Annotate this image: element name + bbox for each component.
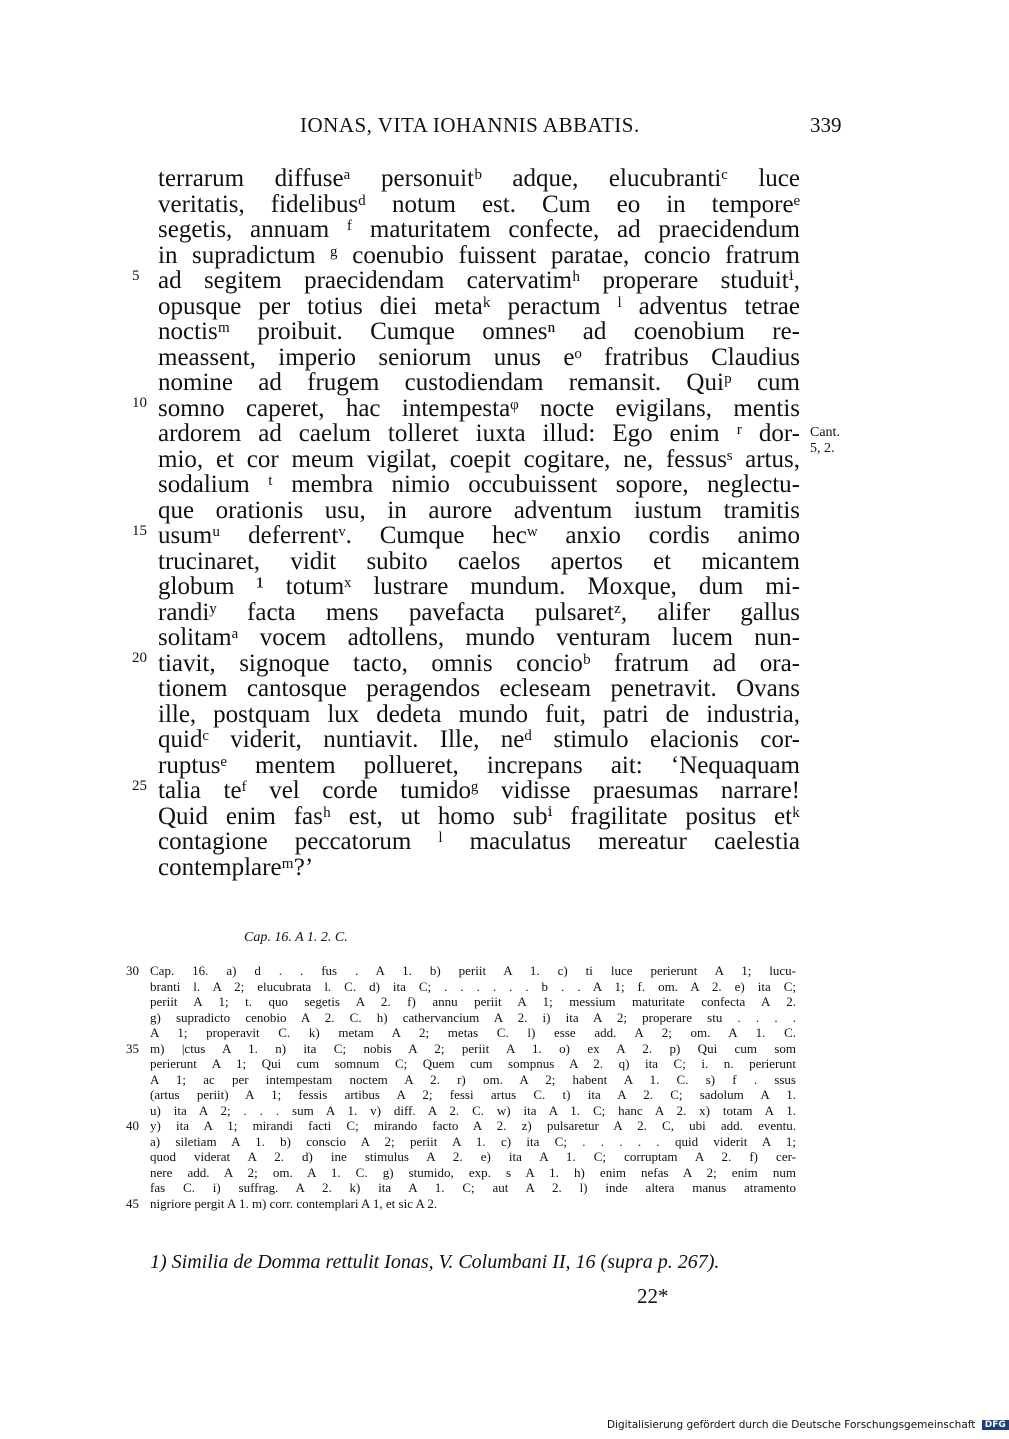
text-line: veritatis, fidelibusᵈ notum est. Cum eo in temporeᵉ: [158, 190, 800, 218]
text-line: Quid enim fasʰ est, ut homo subⁱ fragilitate positus etᵏ: [158, 802, 800, 830]
text-line: opusque per totius diei metaᵏ peractum ˡ adventus tetrae: [158, 292, 800, 320]
line-number: 10: [132, 395, 147, 411]
text-line: contagione peccatorum ˡ maculatus mereatur caelestia: [158, 828, 800, 855]
dfg-logo-icon: DFG: [982, 1420, 1009, 1430]
text-line: sodalium ᵗ membra nimio occubuissent sopore, neglectu-: [158, 471, 800, 498]
text-line: somno caperet, hac intempestaᵠ nocte evigilans, mentis: [158, 394, 800, 422]
critical-apparatus: [126, 963, 796, 1211]
apparatus-line: m) |ctus A 1. n) ita C; nobis A 2; periit A 1. o) ex A 2. p) Qui cum som: [150, 1040, 796, 1056]
apparatus-line: a) siletiam A 1. b) conscio A 2; periit A 1. c) ita C; . . . . . quid viderit A 1;: [150, 1133, 796, 1149]
text-line: segetis, annuam ᶠ maturitatem confecte, ad praecidendum: [158, 216, 800, 243]
apparatus-line: quod viderat A 2. d) ine stimulus A 2. e) ita A 1. C; corruptam A 2. f) cer-: [150, 1149, 796, 1164]
line-number: 20: [132, 650, 147, 666]
text-line: trucinaret, vidit subito caelos apertos et micantem: [158, 547, 800, 575]
text-line: randiʸ facta mens pavefacta pulsaretᶻ, alifer gallus: [158, 598, 800, 626]
text-line: ad segitem praecidendam catervatimʰ properare studuitⁱ,: [158, 267, 800, 294]
apparatus-line: perierunt A 1; Qui cum somnum C; Quem cum sompnus A 2. q) ita C; i. n. perierunt: [150, 1056, 796, 1071]
main-text: [132, 165, 840, 881]
apparatus-line-number: 45: [126, 1195, 139, 1211]
apparatus-line: g) supradicto cenobio A 2. C. h) cathervancium A 2. i) ita A 2; properare stu . . . .: [150, 1009, 796, 1025]
text-line: mio, et cor meum vigilat, coepit cogitare, ne, fessusˢ artus,: [158, 445, 800, 473]
text-line: tiavit, signoque tacto, omnis concioᵇ fratrum ad ora-: [158, 649, 800, 677]
line-number: 25: [132, 778, 147, 794]
source-reference: Cap. 16. A 1. 2. C.: [244, 930, 348, 945]
text-line: noctisᵐ proibuit. Cumque omnesⁿ ad coenobium re-: [158, 318, 800, 345]
text-line: ruptusᵉ mentem pollueret, increpans ait: ‘Nequaquam: [158, 751, 800, 779]
text-line: contemplareᵐ?’: [158, 853, 314, 881]
footnote: 1) Similia de Domma rettulit Ionas, V. Columbani II, 16 (supra p. 267).: [150, 1251, 720, 1273]
text-line: ardorem ad caelum tolleret iuxta illud: Ego enim ʳ dor-: [158, 420, 800, 447]
text-line: terrarum diffuseᵃ personuitᵇ adque, elucubrantiᶜ luce: [158, 165, 800, 192]
text-line: globum ¹ totumˣ lustrare mundum. Moxque, dum mi-: [158, 573, 800, 600]
text-line: in supradictum ᵍ coenubio fuissent paratae, concio fratrum: [158, 241, 800, 269]
text-line: que orationis usu, in aurore adventum iustum tramitis: [158, 496, 800, 524]
text-line: talia teᶠ vel corde tumidoᵍ vidisse praesumas narrare!: [158, 777, 800, 804]
apparatus-line: branti l. A 2; elucubrata l. C. d) ita C; . . . . . . b . . A 1; f. om. A 2. e) ita C;: [150, 978, 796, 994]
apparatus-line-number: 40: [126, 1118, 139, 1133]
dfg-credit: [607, 1419, 1009, 1431]
text-line: solitamᵃ vocem adtollens, mundo venturam lucem nun-: [158, 624, 800, 651]
apparatus-line: u) ita A 2; . . . sum A 1. v) diff. A 2. C. w) ita A 1. C; hanc A 2. x) totam A 1.: [150, 1102, 796, 1118]
line-number: 15: [132, 523, 147, 539]
apparatus-line: y) ita A 1; mirandi facti C; mirando facto A 2. z) pulsaretur A 2. C, ubi add. eventu.: [150, 1118, 796, 1133]
text-line: usumᵘ deferrentᵛ. Cumque hecʷ anxio cordis animo: [158, 522, 800, 549]
apparatus-line: periit A 1; t. quo segetis A 2. f) annu periit A 1; messium maturitate confecta A 2.: [150, 994, 796, 1009]
apparatus-line: Cap. 16. a) d . . fus . A 1. b) periit A 1. c) ti luce perierunt A 1; lucu-: [150, 963, 796, 978]
text-line: meassent, imperio seniorum unus eᵒ fratribus Claudius: [158, 343, 800, 371]
running-header-title: IONAS, VITA IOHANNIS ABBATIS.: [300, 113, 640, 137]
text-line: quidᶜ viderit, nuntiavit. Ille, neᵈ stimulo elacionis cor-: [158, 726, 800, 753]
apparatus-line: A 1; ac per intempestam noctem A 2. r) om. A 2; habent A 1. C. s) f . ssus: [150, 1071, 796, 1087]
apparatus-line: nere add. A 2; om. A 1. C. g) stumido, exp. s A 1. h) enim nefas A 2; enim num: [150, 1164, 796, 1180]
apparatus-line: A 1; properavit C. k) metam A 2; metas C. l) esse add. A 2; om. A 1. C.: [150, 1025, 796, 1040]
page-number: 339: [810, 113, 842, 137]
margin-note: Cant. 5, 2.: [810, 425, 840, 456]
apparatus-line: (artus periit) A 1; fessis artibus A 2; fessi artus C. t) ita A 2. C; sadolum A 1.: [150, 1087, 796, 1102]
line-number: 5: [132, 268, 140, 284]
text-line: nomine ad frugem custodiendam remansit. Quiᵖ cum: [158, 369, 800, 396]
apparatus-line-number: 30: [126, 963, 139, 978]
text-line: tionem cantosque peragendos ecleseam penetravit. Ovans: [158, 675, 800, 702]
dfg-credit-text: Digitalisierung gefördert durch die Deutsche Forschungsgemeinschaft: [607, 1419, 976, 1431]
apparatus-line: nigriore pergit A 1. m) corr. contemplari A 1, et sic A 2.: [150, 1195, 438, 1211]
signature-mark: 22*: [637, 1284, 669, 1308]
apparatus-line-number: 35: [126, 1040, 139, 1056]
apparatus-line: fas C. i) suffrag. A 2. k) ita A 1. C; aut A 2. l) inde altera manus atramento: [150, 1180, 796, 1195]
text-line: ille, postquam lux dedeta mundo fuit, patri de industria,: [158, 700, 800, 728]
